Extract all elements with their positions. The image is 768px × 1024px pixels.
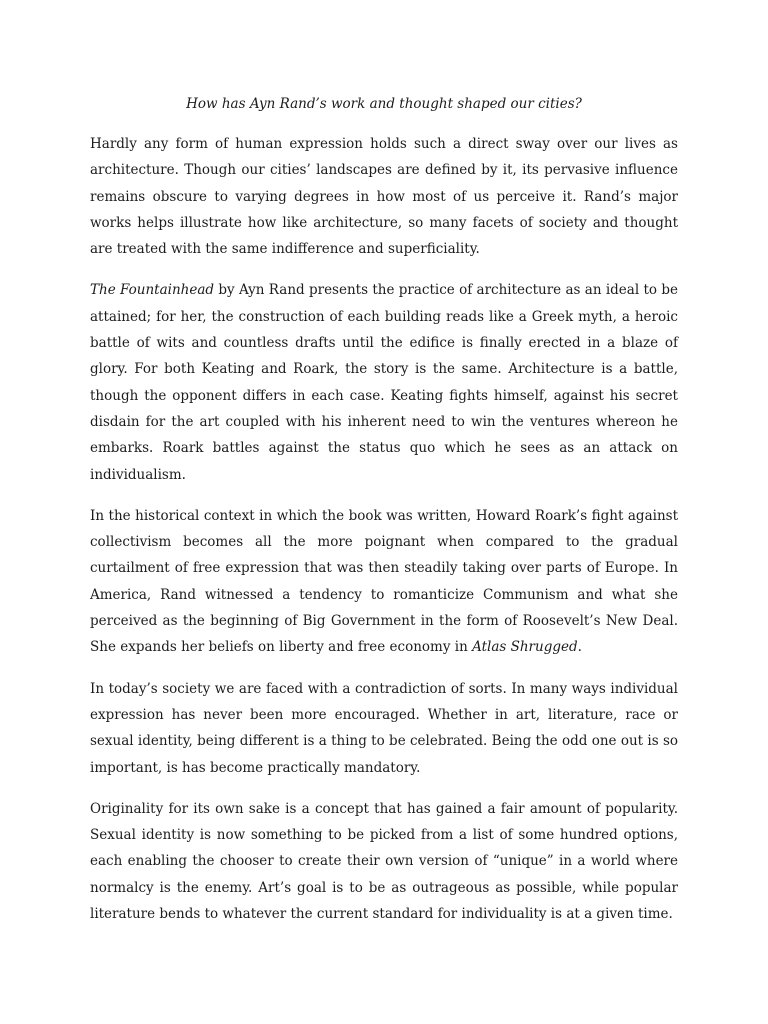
- paragraph-5: [90, 796, 678, 927]
- essay-title: How has Ayn Rand’s work and thought shaped our cities?: [186, 96, 582, 112]
- paragraph-3: [90, 503, 678, 661]
- paragraph-3-end: .: [577, 639, 582, 656]
- paragraph-2: [90, 277, 678, 487]
- paragraph-5-text: Originality for its own sake is a concept that has gained a fair amount of popularity. Sexual identity is now something to be picked from a list of some hundred options, each enabling the chooser to create their own version of “unique” in a world where normalcy is the enemy. Art’s goal is to be as outrageous as possible, while popular literature bends to whatever the current standard for individuality is at a given time.: [90, 800, 678, 923]
- paragraph-1-text: Hardly any form of human expression holds such a direct sway over our lives as architecture. Though our cities’ landscapes are defined by it, its pervasive influence remains obscure to varying degrees in how most of us perceive it. Rand’s major works helps illustrate how like architecture, so many facets of society and thought are treated with the same indifference and superficiality.: [90, 136, 678, 258]
- paragraph-2-text: by Ayn Rand presents the practice of architecture as an ideal to be attained; for her, the construction of each building reads like a Greek myth, a heroic battle of wits and countless drafts until the edifice is finally erected in a blaze of glory. For both Keating and Roark, the story is the same. Architecture is a battle, though the opponent differs in each case. Keating fights himself, against his secret disdain for the art coupled with his inherent need to win the ventures whereon he embarks. Roark battles against the status quo which he sees as an attack on individualism.: [90, 282, 678, 483]
- paragraph-4: [90, 676, 678, 781]
- paragraph-3-text: In the historical context in which the book was written, Howard Roark’s fight against collectivism becomes all the more poignant when compared to the gradual curtailment of free expression that was then steadily taking over parts of Europe. In America, Rand witnessed a tendency to romanticize Communism and what she perceived as the beginning of Big Government in the form of Roosevelt’s New Deal. She expands her beliefs on liberty and free economy in: [90, 507, 678, 656]
- book-title-fountainhead: The Fountainhead: [90, 282, 215, 299]
- paragraph-1: [90, 131, 678, 262]
- book-title-atlas-shrugged: Atlas Shrugged: [472, 639, 578, 656]
- paragraph-4-text: In today’s society we are faced with a contradiction of sorts. In many ways individual expression has never been more encouraged. Whether in art, literature, race or sexual identity, being different is a thing to be celebrated. Being the odd one out is so important, is has become practically mandatory.: [90, 680, 678, 776]
